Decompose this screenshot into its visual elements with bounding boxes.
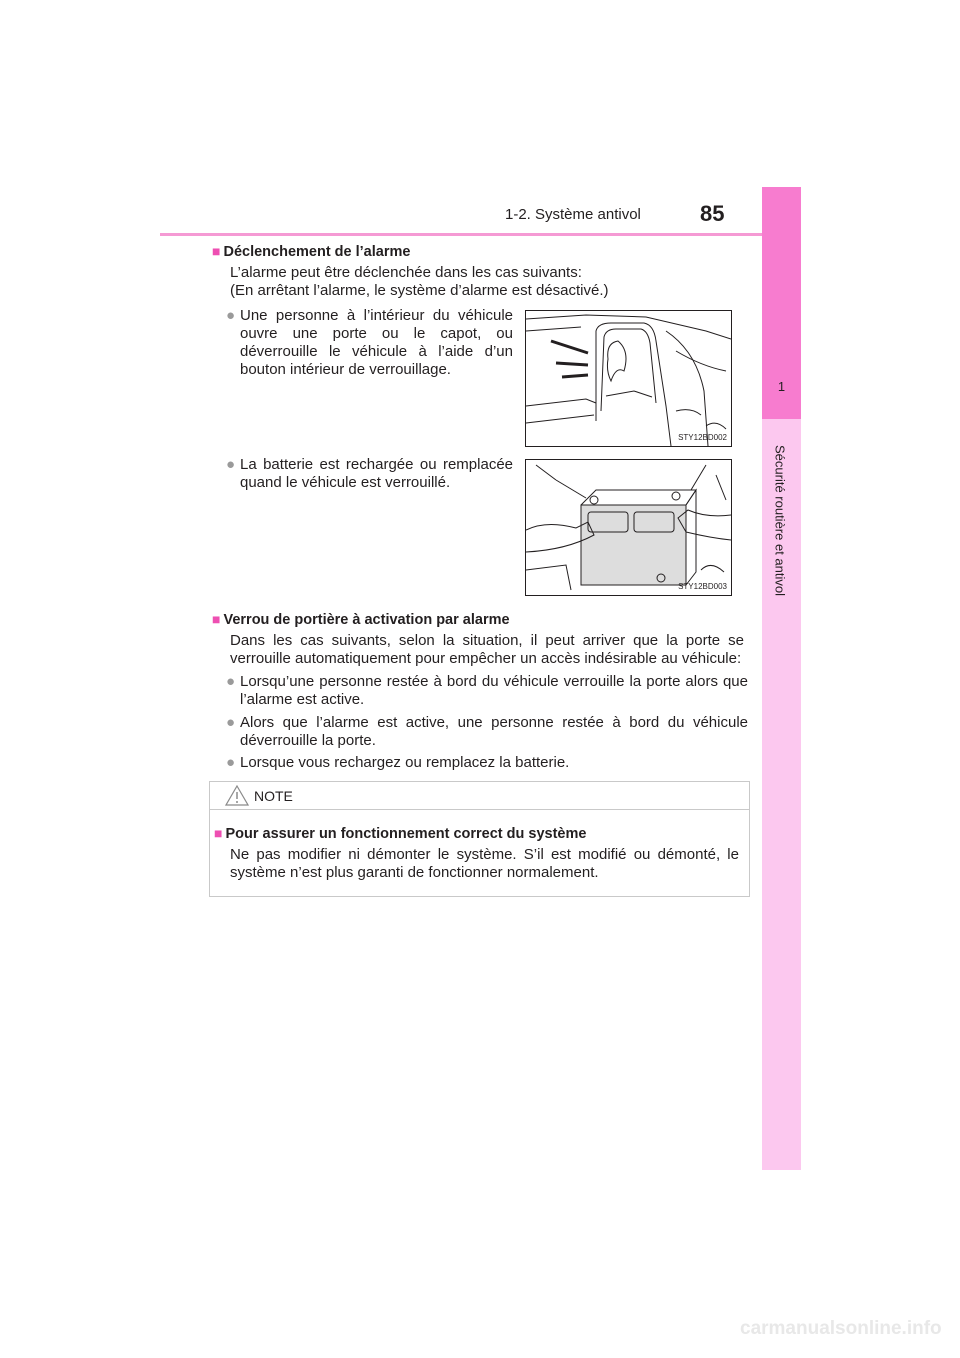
alarm-intro-line1: L’alarme peut être déclenchée dans les cas suivants: [230,264,582,281]
note-heading: ■ Pour assurer un fonctionnement correct du système [214,825,587,842]
alarm-bullet2-line1: La batterie est rechargée ou remplacée [240,456,513,473]
lock-bullet3-line1: Lorsque vous rechargez ou remplacez la batterie. [240,754,570,771]
section-title: 1-2. Système antivol [505,206,641,223]
lock-bullet1-line2: l’alarme est active. [240,691,365,708]
car-door-drawing [526,311,731,446]
lock-heading: ■ Verrou de portière à activation par alarme [212,611,510,628]
alarm-bullet1-line1: Une personne à l’intérieur du véhicule [240,307,513,324]
note-label: NOTE [254,788,293,804]
lock-bullet1-line1: Lorsqu’une personne restée à bord du véhicule verrouille la porte alors que [240,673,748,690]
battery-drawing [526,460,731,595]
lock-bullet2-line1: Alors que l’alarme est active, une personne restée à bord du véhicule [240,714,748,731]
alarm-bullet1-line2: ouvre une porte ou le capot, ou [240,325,513,342]
alarm-bullet1-line4: bouton intérieur de verrouillage. [240,361,451,378]
warning-triangle-icon [225,785,249,806]
battery-illustration [525,459,732,596]
bullet-dot-icon: ● [226,673,236,690]
lock-intro-line2: verrouille automatiquement pour empêcher un accès indésirable au véhicule: [230,650,742,667]
bullet-dot-icon: ● [226,714,236,731]
chapter-label: Sécurité routière et antivol [772,444,788,597]
square-bullet-icon: ■ [214,825,223,841]
square-bullet-icon: ■ [212,611,221,627]
image1-code: STY12BD002 [678,433,727,442]
chapter-number: 1 [777,379,786,394]
bullet-dot-icon: ● [226,754,236,771]
note-line1: Ne pas modifier ni démonter le système. S’il est modifié ou démonté, le [230,846,739,863]
page-number: 85 [700,201,725,226]
note-separator [210,809,749,810]
lock-intro-line1: Dans les cas suivants, selon la situation, il peut arriver que la porte se [230,632,744,649]
image2-code: STY12BD003 [678,582,727,591]
square-bullet-icon: ■ [212,243,221,259]
alarm-bullet1-line3: déverrouille le véhicule à l’aide d’un [240,343,513,360]
alarm-bullet2-line2: quand le véhicule est verrouillé. [240,474,451,491]
watermark: carmanualsonline.info [740,1318,942,1339]
alarm-heading: ■ Déclenchement de l’alarme [212,243,411,260]
bullet-dot-icon: ● [226,307,236,324]
lock-bullet2-line2: déverrouille la porte. [240,732,376,749]
header-rule [160,233,800,236]
note-line2: système n’est plus garanti de fonctionner normalement. [230,864,599,881]
car-door-illustration [525,310,732,447]
bullet-dot-icon: ● [226,456,236,473]
alarm-intro-line2: (En arrêtant l’alarme, le système d’alarme est désactivé.) [230,282,609,299]
